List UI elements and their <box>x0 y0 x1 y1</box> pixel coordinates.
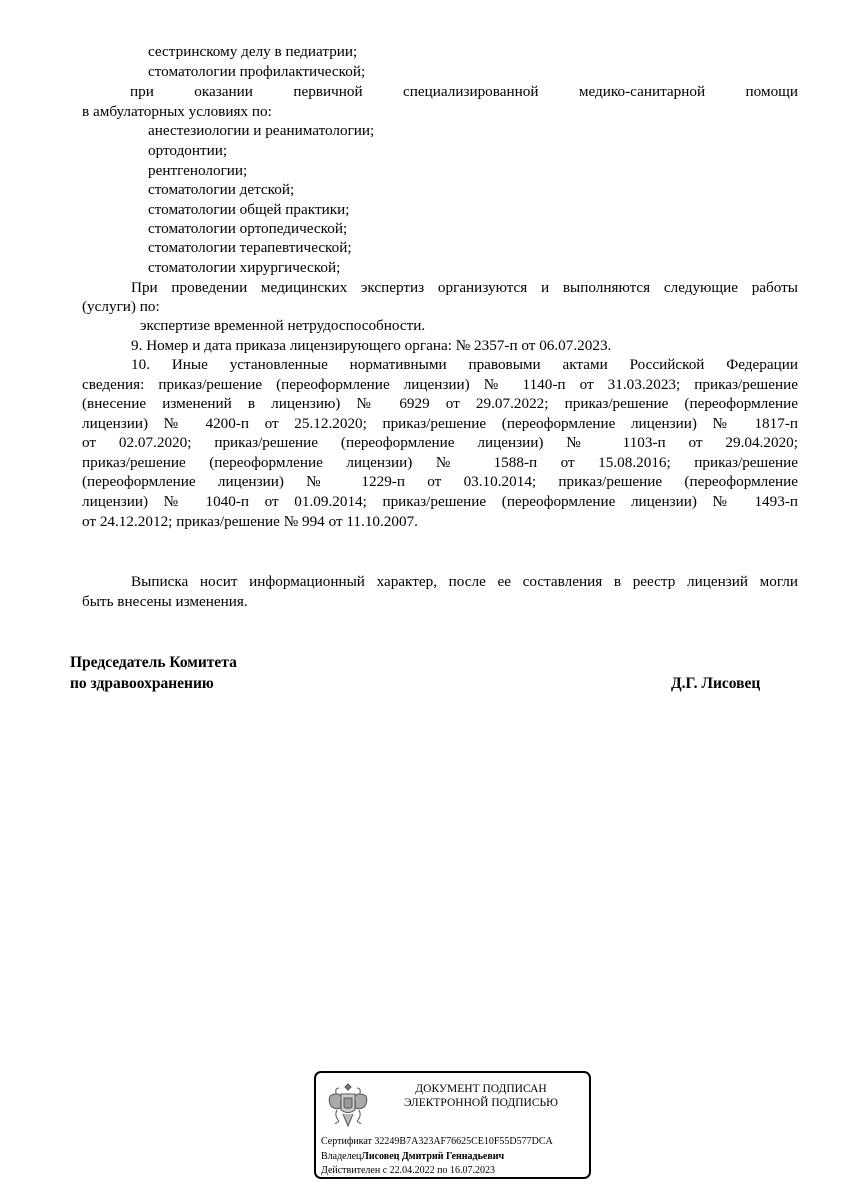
item-10-line: лицензии) № 4200-п от 25.12.2020; приказ/решение (переоформление лицензии) № 1817-п <box>82 415 798 432</box>
notice-line: Выписка носит информационный характер, после ее составления в реестр лицензий могли <box>131 573 798 590</box>
list-item: стоматологии хирургической; <box>148 259 341 276</box>
list-item: экспертизе временной нетрудоспособности. <box>140 317 426 334</box>
paragraph-line: При проведении медицинских экспертиз организуются и выполняются следующие работы <box>131 279 798 296</box>
electronic-signature-stamp <box>314 1071 591 1179</box>
certificate-value: 32249B7A323AF76625CE10F55D577DCA <box>374 1136 553 1147</box>
list-item: стоматологии профилактической; <box>148 63 366 80</box>
item-10-line: 10. Иные установленные нормативными правовыми актами Российской Федерации <box>131 356 798 373</box>
list-item: стоматологии ортопедической; <box>148 220 348 237</box>
item-10-line: (переоформление лицензии) № 1229-п от 03.10.2014; приказ/решение (переоформление <box>82 473 798 490</box>
list-item: стоматологии терапевтической; <box>148 239 352 256</box>
coat-of-arms-icon <box>325 1080 371 1132</box>
item-10-line: приказ/решение (переоформление лицензии) № 1588-п от 15.08.2016; приказ/решение <box>82 454 798 471</box>
paragraph-line: в амбулаторных условиях по: <box>82 103 272 120</box>
stamp-title <box>376 1082 586 1110</box>
certificate-label: Сертификат <box>321 1136 372 1147</box>
item-10-line: от 24.12.2012; приказ/решение № 994 от 11.10.2007. <box>82 513 418 530</box>
owner-value: Лисовец Дмитрий Геннадьевич <box>361 1151 505 1162</box>
stamp-title-line: ЭЛЕКТРОННОЙ ПОДПИСЬЮ <box>404 1097 558 1109</box>
notice-line: быть внесены изменения. <box>82 593 248 610</box>
paragraph-line: при оказании первичной специализированной медико-санитарной помощи <box>130 83 798 100</box>
list-item: анестезиологии и реаниматологии; <box>148 122 375 139</box>
item-10-line: лицензии) № 1040-п от 01.09.2014; приказ/решение (переоформление лицензии) № 1493-п <box>82 493 798 510</box>
list-item: рентгенологии; <box>148 162 248 179</box>
stamp-title-line: ДОКУМЕНТ ПОДПИСАН <box>415 1083 547 1095</box>
list-item: сестринскому делу в педиатрии; <box>148 43 358 60</box>
item-9: 9. Номер и дата приказа лицензирующего органа: № 2357-п от 06.07.2023. <box>131 337 612 354</box>
certificate-row <box>321 1135 553 1148</box>
signatory-position: Председатель Комитета <box>70 654 237 671</box>
item-10-line: сведения: приказ/решение (переоформление лицензии) № 1140-п от 31.03.2023; приказ/решение <box>82 376 798 393</box>
item-10-line: от 02.07.2020; приказ/решение (переоформление лицензии) № 1103-п от 29.04.2020; <box>82 434 798 451</box>
signatory-position: по здравоохранению <box>70 675 214 692</box>
item-10-line: (внесение изменений в лицензию) № 6929 от 29.07.2022; приказ/решение (переоформление <box>82 395 798 412</box>
owner-row <box>321 1150 504 1163</box>
list-item: стоматологии детской; <box>148 181 295 198</box>
list-item: стоматологии общей практики; <box>148 201 350 218</box>
validity-row: Действителен с 22.04.2022 по 16.07.2023 <box>321 1165 495 1176</box>
owner-label: Владелец <box>321 1151 362 1162</box>
paragraph-line: (услуги) по: <box>82 298 160 315</box>
list-item: ортодонтии; <box>148 142 228 159</box>
signatory-name: Д.Г. Лисовец <box>671 675 761 692</box>
